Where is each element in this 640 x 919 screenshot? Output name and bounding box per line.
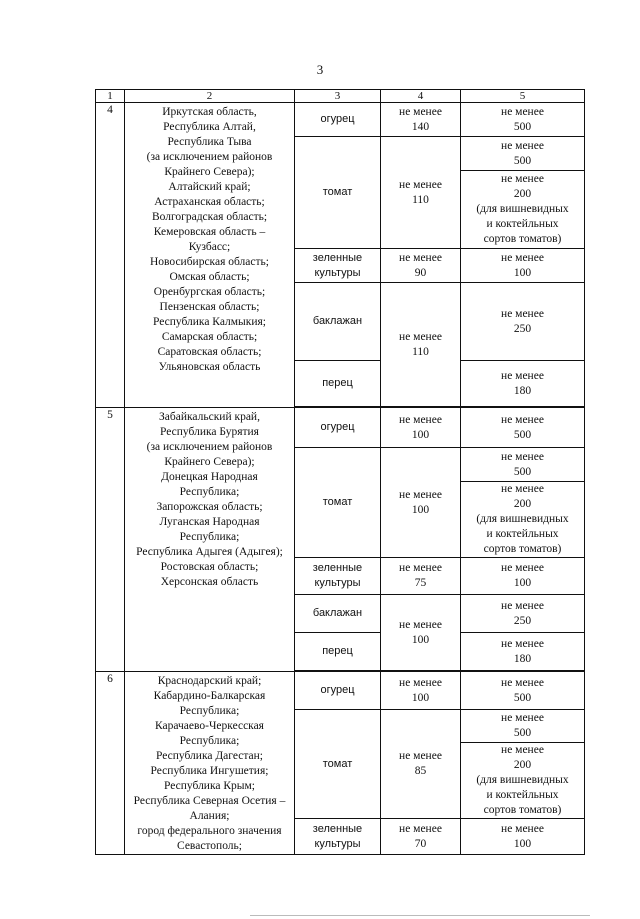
crop-tomato: томат bbox=[295, 137, 381, 249]
table-row bbox=[96, 672, 585, 710]
min-value: не менее 75 bbox=[381, 558, 461, 595]
norm-value-cherry: не менее 200 (для вишневидных и коктейльных сортов томатов) bbox=[461, 482, 585, 558]
crop-pepper: перец bbox=[295, 361, 381, 407]
norm-value-cherry: не менее 200 (для вишневидных и коктейльных сортов томатов) bbox=[461, 743, 585, 819]
min-value: не менее 100 bbox=[381, 408, 461, 448]
header-col-1: 1 bbox=[96, 90, 125, 103]
norm-value: не менее 100 bbox=[461, 558, 585, 595]
min-value: не менее 140 bbox=[381, 103, 461, 137]
norm-value: не менее 500 bbox=[461, 137, 585, 171]
regions-cell: Забайкальский край, Республика Бурятия (за исключением районов Крайнего Севера); Донецкая Народная Республика; Запорожская область; Луганская Народная Республика; Республика Адыгея (Адыгея); Ростовская область; Херсонская область bbox=[125, 408, 295, 672]
min-value: не менее 90 bbox=[381, 249, 461, 283]
crop-cucumber: огурец bbox=[295, 408, 381, 448]
min-value: не менее 70 bbox=[381, 819, 461, 855]
norm-value: не менее 100 bbox=[461, 249, 585, 283]
scan-edge-line bbox=[250, 915, 590, 916]
norm-value: не менее 180 bbox=[461, 361, 585, 407]
norm-value: не менее 500 bbox=[461, 103, 585, 137]
crop-tomato: томат bbox=[295, 710, 381, 819]
crop-tomato: томат bbox=[295, 448, 381, 558]
norm-value: не менее 250 bbox=[461, 595, 585, 633]
crop-greens: зеленные культуры bbox=[295, 819, 381, 855]
min-value: не менее 110 bbox=[381, 137, 461, 249]
norm-value-cherry: не менее 200 (для вишневидных и коктейльных сортов томатов) bbox=[461, 171, 585, 249]
header-col-2: 2 bbox=[125, 90, 295, 103]
crop-eggplant: баклажан bbox=[295, 283, 381, 361]
header-row bbox=[96, 90, 585, 103]
header-col-4: 4 bbox=[381, 90, 461, 103]
crop-greens: зеленные культуры bbox=[295, 249, 381, 283]
min-value: не менее 100 bbox=[381, 595, 461, 671]
row-number: 5 bbox=[96, 408, 125, 672]
min-value: не менее 110 bbox=[381, 283, 461, 407]
regions-cell: Краснодарский край; Кабардино-Балкарская Республика; Карачаево-Черкесская Республика; Республика Дагестан; Республика Ингушетия; Республика Крым; Республика Северная Осетия – Алания; город федерального значения Севастополь; bbox=[125, 672, 295, 855]
crop-cucumber: огурец bbox=[295, 672, 381, 710]
norm-value: не менее 500 bbox=[461, 448, 585, 482]
norm-value: не менее 180 bbox=[461, 633, 585, 671]
norm-value: не менее 500 bbox=[461, 672, 585, 710]
page-number: 3 bbox=[316, 62, 324, 77]
crop-eggplant: баклажан bbox=[295, 595, 381, 633]
norm-value: не менее 500 bbox=[461, 710, 585, 743]
min-value: не менее 85 bbox=[381, 710, 461, 819]
crop-greens: зеленные культуры bbox=[295, 558, 381, 595]
min-value: не менее 100 bbox=[381, 672, 461, 710]
crop-pepper: перец bbox=[295, 633, 381, 671]
regions-cell: Иркутская область, Республика Алтай, Республика Тыва (за исключением районов Крайнего Севера); Алтайский край; Астраханская область; Волгоградская область; Кемеровская область – Кузбасс; Новосибирская область; Омская область; Оренбургская область; Пензенская область; Республика Калмыкия; Самарская область; Саратовская область; Ульяновская область bbox=[125, 103, 295, 408]
norm-value: не менее 500 bbox=[461, 408, 585, 448]
table-row bbox=[96, 408, 585, 448]
norm-value: не менее 250 bbox=[461, 283, 585, 361]
row-number: 4 bbox=[96, 103, 125, 408]
regional-norms-table bbox=[95, 89, 585, 855]
header-col-5: 5 bbox=[461, 90, 585, 103]
crop-cucumber: огурец bbox=[295, 103, 381, 137]
min-value: не менее 100 bbox=[381, 448, 461, 558]
norm-value: не менее 100 bbox=[461, 819, 585, 855]
table-row bbox=[96, 103, 585, 137]
header-col-3: 3 bbox=[295, 90, 381, 103]
row-number: 6 bbox=[96, 672, 125, 855]
